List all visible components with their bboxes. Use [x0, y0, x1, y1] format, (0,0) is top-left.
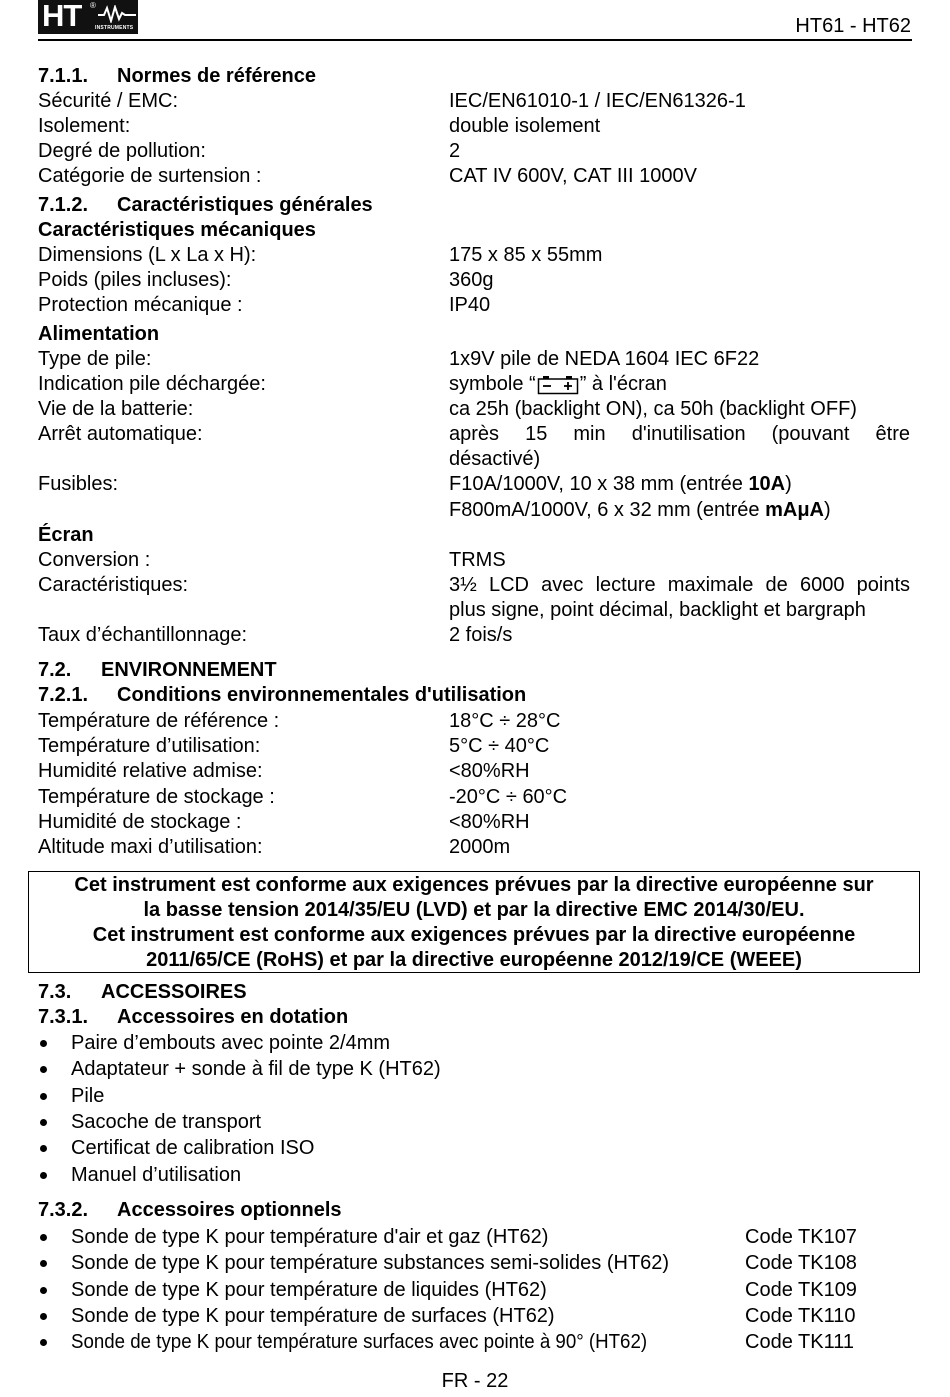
- bullet-icon: [40, 1234, 47, 1241]
- bullet-icon: [40, 1093, 47, 1100]
- spec-label: Dimensions (L x La x H):: [38, 244, 257, 266]
- spec-value: 2: [449, 140, 461, 162]
- bullet-icon: [40, 1172, 47, 1179]
- bullet-icon: [40, 1287, 47, 1294]
- spec-label: Conversion :: [38, 549, 151, 571]
- spec-label: Humidité relative admise:: [38, 760, 263, 782]
- section-number: 7.3.: [38, 981, 72, 1003]
- spec-label: Altitude maxi d’utilisation:: [38, 836, 263, 858]
- optional-accessory-code: Code TK108: [745, 1252, 857, 1274]
- list-item: Paire d’embouts avec pointe 2/4mm: [71, 1032, 391, 1054]
- spec-label: Sécurité / EMC:: [38, 90, 179, 112]
- section-number: 7.2.1.: [38, 684, 89, 706]
- list-item: Manuel d’utilisation: [71, 1164, 242, 1186]
- spec-label: Type de pile:: [38, 348, 152, 370]
- spec-value: 1x9V pile de NEDA 1604 IEC 6F22: [449, 348, 760, 370]
- bullet-icon: [40, 1260, 47, 1267]
- spec-value: IEC/EN61010-1 / IEC/EN61326-1: [449, 90, 746, 112]
- spec-value-line: après 15 min d'inutilisation (pouvant être: [449, 423, 910, 445]
- spec-value-line: désactivé): [449, 448, 541, 470]
- optional-accessory-name: Sonde de type K pour température surfaces avec pointe à 90° (HT62): [71, 1331, 648, 1353]
- section-number: 7.1.1.: [38, 65, 89, 87]
- optional-accessory-name: Sonde de type K pour température de liquides (HT62): [71, 1279, 547, 1301]
- subsection-title: Écran: [38, 524, 94, 546]
- waveform-icon: [98, 5, 136, 23]
- spec-label: Température de référence :: [38, 710, 280, 732]
- spec-value: 18°C ÷ 28°C: [449, 710, 561, 732]
- spec-value: TRMS: [449, 549, 506, 571]
- fuse-input-name: 10A: [748, 473, 786, 495]
- bullet-icon: [40, 1066, 47, 1073]
- bullet-icon: [40, 1339, 47, 1346]
- fuse-spec-end: ): [824, 499, 831, 521]
- section-title: Accessoires en dotation: [117, 1006, 349, 1028]
- spec-value: -20°C ÷ 60°C: [449, 786, 568, 808]
- bullet-icon: [40, 1119, 47, 1126]
- spec-value-line: 3½ LCD avec lecture maximale de 6000 points: [449, 574, 910, 596]
- optional-accessory-code: Code TK107: [745, 1226, 857, 1248]
- spec-value: 5°C ÷ 40°C: [449, 735, 550, 757]
- spec-value: <80%RH: [449, 760, 530, 782]
- spec-label: Protection mécanique :: [38, 294, 243, 316]
- spec-value: ca 25h (backlight ON), ca 50h (backlight OFF): [449, 398, 857, 420]
- spec-label: Poids (piles incluses):: [38, 269, 232, 291]
- fuse-spec-end: ): [785, 473, 792, 495]
- list-item: Certificat de calibration ISO: [71, 1137, 315, 1159]
- compliance-line: la basse tension 2014/35/EU (LVD) et par la directive EMC 2014/30/EU.: [143, 899, 805, 921]
- section-title: ENVIRONNEMENT: [101, 659, 277, 681]
- section-number: 7.1.2.: [38, 194, 89, 216]
- spec-label: Caractéristiques:: [38, 574, 189, 596]
- optional-accessory-name: Sonde de type K pour température d'air et gaz (HT62): [71, 1226, 549, 1248]
- fuse-spec-text: F10A/1000V, 10 x 38 mm (entrée: [449, 473, 749, 495]
- section-title: Conditions environnementales d'utilisation: [117, 684, 527, 706]
- spec-value: IP40: [449, 294, 491, 316]
- section-title: Normes de référence: [117, 65, 316, 87]
- optional-accessory-code: Code TK111: [745, 1331, 854, 1353]
- spec-value: 360g: [449, 269, 494, 291]
- header-rule: [38, 39, 912, 41]
- ht-instruments-logo: [38, 0, 138, 34]
- compliance-line: Cet instrument est conforme aux exigences prévues par la directive européenne: [92, 924, 856, 946]
- optional-accessory-name: Sonde de type K pour température substances semi-solides (HT62): [71, 1252, 670, 1274]
- spec-label: Catégorie de surtension :: [38, 165, 262, 187]
- spec-label: Fusibles:: [38, 473, 119, 495]
- list-item: Pile: [71, 1085, 105, 1107]
- spec-label: Degré de pollution:: [38, 140, 206, 162]
- optional-accessory-code: Code TK110: [745, 1305, 856, 1327]
- spec-value: <80%RH: [449, 811, 530, 833]
- battery-icon: [537, 375, 579, 395]
- fuse-spec: [449, 498, 831, 523]
- spec-value: CAT IV 600V, CAT III 1000V: [449, 165, 697, 187]
- bullet-icon: [40, 1145, 47, 1152]
- optional-accessory-name: Sonde de type K pour température de surfaces (HT62): [71, 1305, 555, 1327]
- spec-label: Vie de la batterie:: [38, 398, 194, 420]
- logo-mark: HT: [42, 0, 82, 33]
- bullet-icon: [40, 1313, 47, 1320]
- list-item: Adaptateur + sonde à fil de type K (HT62): [71, 1058, 441, 1080]
- bullet-icon: [40, 1040, 47, 1047]
- logo-registered-mark: ®: [90, 1, 96, 10]
- fuse-spec-text: F800mA/1000V, 6 x 32 mm (entrée: [449, 499, 766, 521]
- spec-label: Température de stockage :: [38, 786, 275, 808]
- list-item: Sacoche de transport: [71, 1111, 262, 1133]
- spec-value: 175 x 85 x 55mm: [449, 244, 603, 266]
- spec-value: double isolement: [449, 115, 601, 137]
- page-number: FR - 22: [441, 1370, 509, 1392]
- spec-label: Taux d’échantillonnage:: [38, 624, 248, 646]
- section-title: Caractéristiques générales: [117, 194, 373, 216]
- spec-value: 2 fois/s: [449, 624, 513, 646]
- fuse-input-name: mAμA: [765, 499, 824, 521]
- low-battery-value: [449, 372, 667, 397]
- logo-subtitle: INSTRUMENTS: [95, 25, 134, 31]
- section-number: 7.3.1.: [38, 1006, 89, 1028]
- subsection-title: Caractéristiques mécaniques: [38, 219, 316, 241]
- fuse-spec: [449, 472, 792, 497]
- spec-label: Humidité de stockage :: [38, 811, 242, 833]
- spec-value-prefix: symbole “: [449, 373, 536, 395]
- section-title: ACCESSOIRES: [101, 981, 247, 1003]
- spec-label: Arrêt automatique:: [38, 423, 203, 445]
- section-number: 7.2.: [38, 659, 72, 681]
- model-name: HT61 - HT62: [795, 15, 911, 37]
- spec-value-suffix: ” à l'écran: [579, 373, 667, 395]
- spec-label: Température d’utilisation:: [38, 735, 261, 757]
- section-title: Accessoires optionnels: [117, 1199, 342, 1221]
- compliance-line: Cet instrument est conforme aux exigences prévues par la directive européenne sur: [74, 874, 874, 896]
- subsection-title: Alimentation: [38, 323, 160, 345]
- optional-accessory-code: Code TK109: [745, 1279, 857, 1301]
- compliance-line: 2011/65/CE (RoHS) et par la directive européenne 2012/19/CE (WEEE): [146, 949, 802, 971]
- section-number: 7.3.2.: [38, 1199, 89, 1221]
- spec-label: Isolement:: [38, 115, 131, 137]
- spec-value: 2000m: [449, 836, 511, 858]
- spec-value-line: plus signe, point décimal, backlight et bargraph: [449, 599, 866, 621]
- spec-label: Indication pile déchargée:: [38, 373, 266, 395]
